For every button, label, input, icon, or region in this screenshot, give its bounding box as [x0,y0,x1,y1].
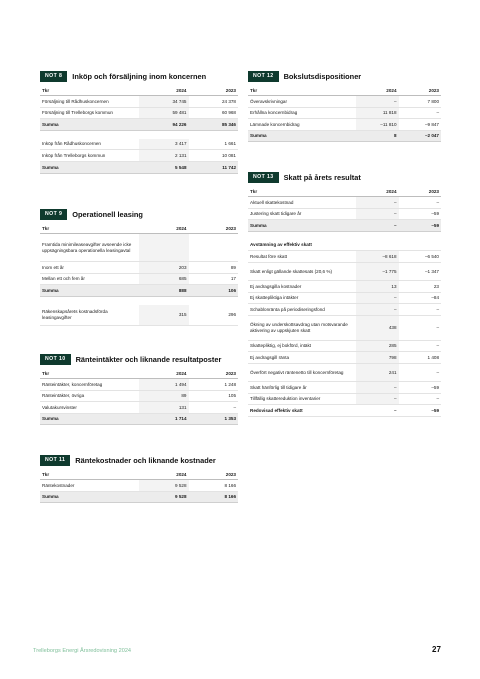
note-8-title: Inköp och försäljning inom koncernen [72,71,207,81]
row-label: Ej avdragsgilla kostnader [248,280,356,292]
table-header-row [248,86,441,96]
row-label: Schablonränta på periodiseringsfond [248,304,356,316]
note-12-title: Bokslutsdispositioner [283,71,362,81]
column-header: 2023 [399,86,441,96]
footer-report-name: Trelleborgs Energi Årsredovisning 2024 [33,648,132,654]
column-header: 2023 [399,187,441,197]
table-header-row [40,86,238,96]
value-2023: 8 166 [189,480,239,492]
value-2023: 11 742 [189,161,239,173]
value-2023: 85 346 [189,119,239,131]
value-2024: –8 618 [356,251,398,263]
table-row [248,280,441,292]
table-row [248,119,441,131]
note-13 [248,171,441,417]
value-2024: 798 [356,352,398,364]
column-header: Tkr [40,369,139,379]
value-2024: – [356,405,398,417]
value-2024: –11 810 [356,119,398,131]
table-row [40,390,238,402]
column-header: Tkr [248,187,356,197]
column-header: 2023 [189,470,239,480]
row-label: Summa [40,491,139,503]
row-label: Räkenskapsårets kostnadsförda leasingavgifter [40,305,139,326]
row-label: Inköp från Rådhuskoncernen [40,139,139,150]
note-8-table [40,86,238,174]
table-header-row [40,470,238,480]
table-row [40,150,238,162]
value-2024: – [356,393,398,405]
sum-row [40,119,238,131]
value-2023: 106 [189,285,239,297]
table-row [40,139,238,150]
value-2024: 5 548 [139,161,189,173]
table-row [248,208,441,220]
value-2023: 8 166 [189,491,239,503]
value-2024: 9 528 [139,480,189,492]
value-2024: 13 [356,280,398,292]
value-2024: 11 818 [356,107,398,119]
value-2023: 1 408 [399,352,441,364]
sum-row [40,413,238,425]
value-2023: –84 [399,292,441,304]
row-label: Skatt enligt gällande skattesats (20,6 %) [248,262,356,280]
sum-row [40,161,238,173]
table-row [248,352,441,364]
value-2023: 1 248 [189,379,239,391]
spacer-row [40,296,238,305]
value-2024: 9 528 [139,491,189,503]
row-label: Ränteintäkter, koncernföretag [40,379,139,391]
value-2023: 60 968 [189,107,239,119]
value-2024: 34 745 [139,96,189,108]
column-header: Tkr [40,470,139,480]
column-header: 2023 [189,86,239,96]
value-2024: – [356,208,398,220]
value-2023: 1 353 [189,413,239,425]
row-label: Aktuell skattekostnad [248,197,356,209]
column-header: 2024 [356,187,398,197]
table-row [248,292,441,304]
column-header: 2024 [139,224,189,234]
value-2024: – [356,381,398,393]
table-row [40,402,238,414]
value-2023: – [399,304,441,316]
row-label: Mellan ett och fem år [40,273,139,285]
value-2023: – [399,340,441,352]
table-row [248,363,441,381]
row-label: Skattepliktig, ej bokförd, intäkt [248,340,356,352]
value-2023: –59 [399,220,441,232]
row-label: Ej skattepliktiga intäkter [248,292,356,304]
note-12 [248,70,441,142]
value-2024: 131 [139,402,189,414]
table-row [248,197,441,209]
spacer-cell [248,231,441,240]
row-label: Framtida minimileaseavgifter avseende icke uppsägningsbara operationella leasingavtal [40,234,139,262]
table-row [248,393,441,405]
table-header-row [40,224,238,234]
row-label: Inom ett år [40,262,139,274]
value-2024: – [356,96,398,108]
value-2023: –6 540 [399,251,441,263]
note-9-table [40,224,238,326]
table-row [40,273,238,285]
note-10-table [40,369,238,425]
table-row [40,379,238,391]
note-9-title: Operationell leasing [72,209,143,219]
row-label: Summa [40,119,139,131]
table-header-row [40,369,238,379]
note-12-table [248,86,441,142]
value-2024: 285 [356,340,398,352]
note-11-table [40,470,238,503]
row-label: Försäljning till Rådhuskoncernen [40,96,139,108]
value-2023: – [399,107,441,119]
table-row [248,381,441,393]
value-2023: – [399,197,441,209]
table-row [40,107,238,119]
value-2024: 2 131 [139,150,189,162]
value-2023 [189,234,239,262]
note-8-tag: NOT 8 [40,71,67,82]
column-header: 2023 [189,369,239,379]
value-2024 [139,234,189,262]
value-2024: – [356,220,398,232]
value-2023: –59 [399,208,441,220]
column-header: Tkr [40,86,139,96]
value-2023: 10 081 [189,150,239,162]
value-2024: 8 [356,130,398,142]
sum-row [248,130,441,142]
note-11 [40,454,238,503]
row-label: Summa [40,161,139,173]
note-8-heading [40,70,238,82]
row-label: Räntekostnader [40,480,139,492]
note-9-tag: NOT 9 [40,209,67,220]
note-12-tag: NOT 12 [248,71,279,82]
note-12-heading [248,70,441,82]
value-2023: 17 [189,273,239,285]
row-label: Tillfällig skattereduktion inventarier [248,393,356,405]
column-header: Tkr [40,224,139,234]
note-9 [40,208,238,326]
value-2024: – [356,304,398,316]
row-label: Redovisad effektiv skatt [248,405,356,417]
row-label: Summa [248,220,356,232]
subheading-row [248,405,441,417]
value-2023: –59 [399,405,441,417]
table-row [248,251,441,263]
note-8 [40,70,238,174]
table-row [40,480,238,492]
value-2024: 3 417 [139,139,189,150]
table-row [40,262,238,274]
row-label: Summa [248,130,356,142]
row-label: Justering skatt tidigare år [248,208,356,220]
table-row [248,262,441,280]
table-header-row [248,187,441,197]
note-13-tag: NOT 13 [248,172,279,183]
value-2024: 438 [356,315,398,340]
value-2023: – [189,402,239,414]
row-label: Skatt hänförlig till tidigare år [248,381,356,393]
sum-row [40,285,238,297]
note-10 [40,353,238,425]
row-label: Summa [40,285,139,297]
value-2024: 315 [139,305,189,326]
value-2024: – [356,292,398,304]
value-2023: 24 378 [189,96,239,108]
note-13-table [248,187,441,417]
note-13-title: Skatt på årets resultat [283,172,361,182]
note-13-heading [248,171,441,183]
row-label: Resultat före skatt [248,251,356,263]
value-2024: 241 [356,363,398,381]
value-2024: 59 481 [139,107,189,119]
value-2023: 1 661 [189,139,239,150]
row-label: Summa [40,413,139,425]
table-row [248,96,441,108]
column-header: 2024 [139,470,189,480]
note-9-heading [40,208,238,220]
note-11-heading [40,454,238,466]
column-header: 2024 [139,369,189,379]
value-2024 [356,240,398,251]
value-2023 [399,240,441,251]
row-label: Lämnade koncernbidrag [248,119,356,131]
column-header: 2023 [189,224,239,234]
value-2023: –2 047 [399,130,441,142]
spacer-cell [40,130,238,139]
table-row [248,107,441,119]
table-row [40,96,238,108]
value-2024: 94 226 [139,119,189,131]
sum-row [248,220,441,232]
column-header: Tkr [248,86,356,96]
page-number: 27 [432,645,441,654]
value-2023: – [399,363,441,381]
value-2023: 7 800 [399,96,441,108]
note-10-heading [40,353,238,365]
row-label: Överavskrivningar [248,96,356,108]
value-2024: –1 775 [356,262,398,280]
value-2024: 1 494 [139,379,189,391]
value-2024: 89 [139,390,189,402]
row-label: Avstämning av effektiv skatt [248,240,356,251]
value-2024: 685 [139,273,189,285]
column-header: 2024 [356,86,398,96]
spacer-row [248,231,441,240]
sum-row [40,491,238,503]
table-row [248,304,441,316]
value-2023: – [399,315,441,340]
value-2024: 203 [139,262,189,274]
row-label: Försäljning till Trelleborgs kommun [40,107,139,119]
spacer-cell [40,296,238,305]
value-2023: –1 347 [399,262,441,280]
row-label: Ökning av underskottsavdrag utan motsvarande aktivering av uppskjuten skatt [248,315,356,340]
value-2023: –59 [399,381,441,393]
row-label: Ränteintäkter, övriga [40,390,139,402]
value-2023: – [399,393,441,405]
value-2023: 89 [189,262,239,274]
row-label: Inköp från Trelleborgs kommun [40,150,139,162]
table-row [248,315,441,340]
row-label: Överfört negativt räntenetto till koncernföretag [248,363,356,381]
spacer-row [40,130,238,139]
value-2024: 1 714 [139,413,189,425]
row-label: Ej avdragsgill ränta [248,352,356,364]
subheading-row [248,240,441,251]
value-2023: 296 [189,305,239,326]
row-label: Erhållna koncernbidrag [248,107,356,119]
value-2023: –9 847 [399,119,441,131]
table-row [248,340,441,352]
note-10-tag: NOT 10 [40,354,71,365]
column-header: 2024 [139,86,189,96]
value-2023: 23 [399,280,441,292]
note-11-title: Räntekostnader och liknande kostnader [75,455,216,465]
table-row [40,305,238,326]
row-label: Valutakursvinster [40,402,139,414]
note-11-tag: NOT 11 [40,455,70,466]
table-row [40,234,238,262]
value-2024: – [356,197,398,209]
value-2023: 105 [189,390,239,402]
note-10-title: Ränteintäkter och liknande resultatposter [75,354,222,364]
value-2024: 888 [139,285,189,297]
